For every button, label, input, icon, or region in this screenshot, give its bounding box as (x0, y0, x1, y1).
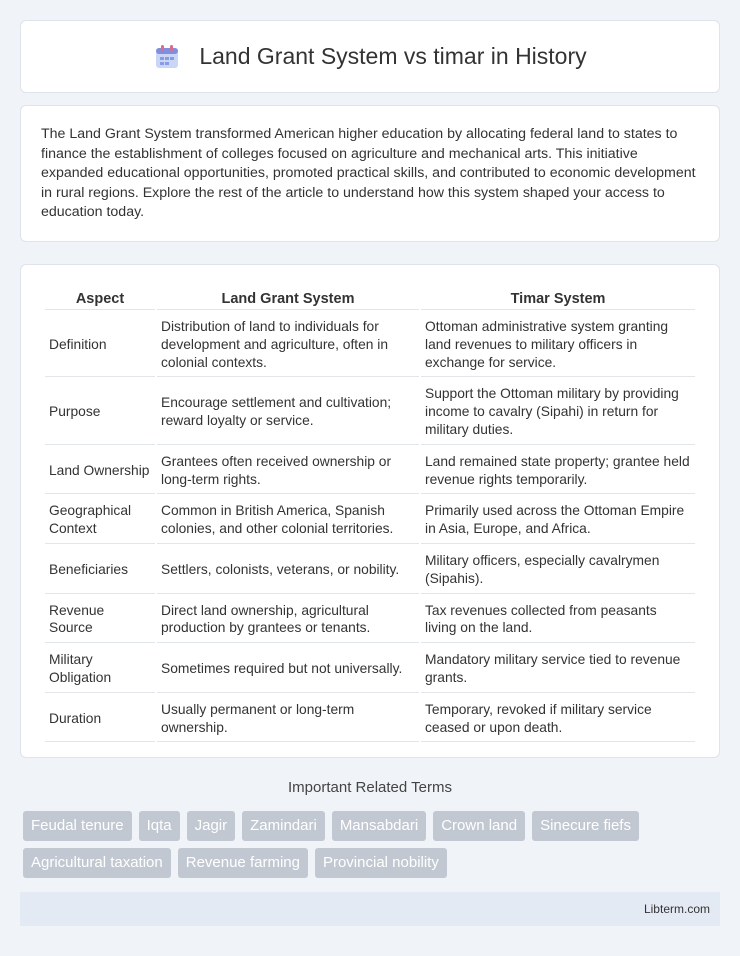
aspect-cell: Purpose (45, 379, 155, 444)
comparison-table (43, 285, 697, 744)
table-row (45, 546, 695, 594)
intro-card (20, 105, 720, 242)
related-term-tag[interactable]: Sinecure fiefs (532, 811, 639, 841)
related-term-tag[interactable]: Iqta (139, 811, 180, 841)
related-terms-list (23, 811, 723, 878)
timar-cell: Primarily used across the Ottoman Empire in Asia, Europe, and Africa. (421, 496, 695, 544)
related-term-tag[interactable]: Agricultural taxation (23, 848, 171, 878)
related-term-tag[interactable]: Provincial nobility (315, 848, 447, 878)
related-term-tag[interactable]: Zamindari (242, 811, 325, 841)
land-grant-cell: Settlers, colonists, veterans, or nobility. (157, 546, 419, 594)
table-row (45, 379, 695, 444)
table-header-row (45, 287, 695, 310)
timar-cell: Mandatory military service tied to revenue grants. (421, 645, 695, 693)
intro-text: The Land Grant System transformed American higher education by allocating federal land to states to finance the establishment of colleges focused on agriculture and mechanical arts. This initiative expanded educational opportunities, promoted practical skills, and contributed to economic development in rural regions. Explore the rest of the article to understand how this system shaped your access to education today. (41, 126, 696, 220)
land-grant-cell: Grantees often received ownership or long-term rights. (157, 447, 419, 495)
table-row (45, 596, 695, 644)
timar-cell: Temporary, revoked if military service ceased or upon death. (421, 695, 695, 743)
comparison-table-card (20, 264, 720, 758)
land-grant-cell: Common in British America, Spanish colonies, and other colonial territories. (157, 496, 419, 544)
related-term-tag[interactable]: Mansabdari (332, 811, 426, 841)
related-term-tag[interactable]: Revenue farming (178, 848, 308, 878)
header-aspect: Aspect (45, 287, 155, 310)
aspect-cell: Military Obligation (45, 645, 155, 693)
aspect-cell: Definition (45, 312, 155, 377)
land-grant-cell: Direct land ownership, agricultural production by grantees or tenants. (157, 596, 419, 644)
table-row (45, 645, 695, 693)
aspect-cell: Geographical Context (45, 496, 155, 544)
footer (20, 892, 720, 926)
table-row (45, 695, 695, 743)
aspect-cell: Beneficiaries (45, 546, 155, 594)
calendar-icon (153, 43, 181, 71)
header-card (20, 20, 720, 93)
footer-link[interactable]: Libterm.com (643, 902, 710, 916)
table-row (45, 496, 695, 544)
related-term-tag[interactable]: Feudal tenure (23, 811, 132, 841)
aspect-cell: Land Ownership (45, 447, 155, 495)
timar-cell: Support the Ottoman military by providing income to cavalry (Sipahi) in return for military duties. (421, 379, 695, 444)
timar-cell: Tax revenues collected from peasants living on the land. (421, 596, 695, 644)
timar-cell: Land remained state property; grantee held revenue rights temporarily. (421, 447, 695, 495)
aspect-cell: Revenue Source (45, 596, 155, 644)
land-grant-cell: Encourage settlement and cultivation; reward loyalty or service. (157, 379, 419, 444)
table-row (45, 312, 695, 377)
title-wrap (153, 43, 586, 71)
land-grant-cell: Usually permanent or long-term ownership. (157, 695, 419, 743)
related-terms-title: Important Related Terms (288, 779, 452, 796)
timar-cell: Ottoman administrative system granting land revenues to military officers in exchange for service. (421, 312, 695, 377)
related-term-tag[interactable]: Jagir (187, 811, 236, 841)
page-title: Land Grant System vs timar in History (199, 43, 587, 69)
table-row (45, 447, 695, 495)
related-term-tag[interactable]: Crown land (433, 811, 525, 841)
timar-cell: Military officers, especially cavalrymen (Sipahis). (421, 546, 695, 594)
aspect-cell: Duration (45, 695, 155, 743)
header-timar: Timar System (421, 287, 695, 310)
header-land-grant: Land Grant System (157, 287, 419, 310)
land-grant-cell: Sometimes required but not universally. (157, 645, 419, 693)
land-grant-cell: Distribution of land to individuals for development and agriculture, often in colonial contexts. (157, 312, 419, 377)
